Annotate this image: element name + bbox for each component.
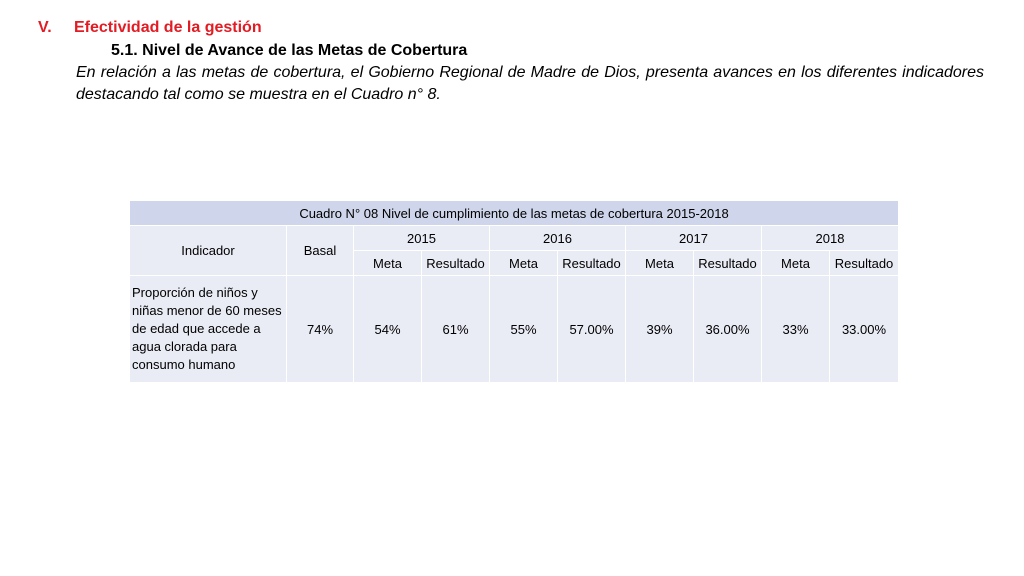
section-heading [38, 19, 262, 37]
cell-resultado-2015: 61% [422, 276, 490, 383]
header-meta-2017: Meta [626, 251, 694, 276]
cell-resultado-2018: 33.00% [830, 276, 899, 383]
header-resultado-2016: Resultado [558, 251, 626, 276]
header-year-2015: 2015 [354, 226, 490, 251]
cell-resultado-2016: 57.00% [558, 276, 626, 383]
cell-indicator: Proporción de niños y niñas menor de 60 meses de edad que accede a agua clorada para consumo humano [130, 276, 287, 383]
subsection-title: . Nivel de Avance de las Metas de Cobertura [133, 42, 468, 59]
cell-meta-2015: 54% [354, 276, 422, 383]
cell-resultado-2017: 36.00% [694, 276, 762, 383]
header-year-2017: 2017 [626, 226, 762, 251]
table-caption: Cuadro N° 08 Nivel de cumplimiento de las metas de cobertura 2015-2018 [130, 201, 899, 226]
coverage-goals-table [129, 200, 899, 383]
header-year-2018: 2018 [762, 226, 899, 251]
header-resultado-2015: Resultado [422, 251, 490, 276]
header-meta-2018: Meta [762, 251, 830, 276]
header-basal: Basal [287, 226, 354, 276]
cell-meta-2016: 55% [490, 276, 558, 383]
cell-basal: 74% [287, 276, 354, 383]
subsection-heading [111, 42, 467, 60]
cell-meta-2018: 33% [762, 276, 830, 383]
cell-meta-2017: 39% [626, 276, 694, 383]
header-meta-2015: Meta [354, 251, 422, 276]
header-year-2016: 2016 [490, 226, 626, 251]
header-resultado-2018: Resultado [830, 251, 899, 276]
section-title: Efectividad de la gestión [74, 19, 262, 36]
header-resultado-2017: Resultado [694, 251, 762, 276]
header-meta-2016: Meta [490, 251, 558, 276]
section-number: V. [38, 19, 52, 36]
intro-paragraph: En relación a las metas de cobertura, el Gobierno Regional de Madre de Dios, presenta avances en los diferentes indicadores destacando tal como se muestra en el Cuadro n° 8. [76, 64, 984, 103]
header-indicator: Indicador [130, 226, 287, 276]
table-row [130, 276, 899, 383]
subsection-number: 5.1 [111, 42, 134, 59]
